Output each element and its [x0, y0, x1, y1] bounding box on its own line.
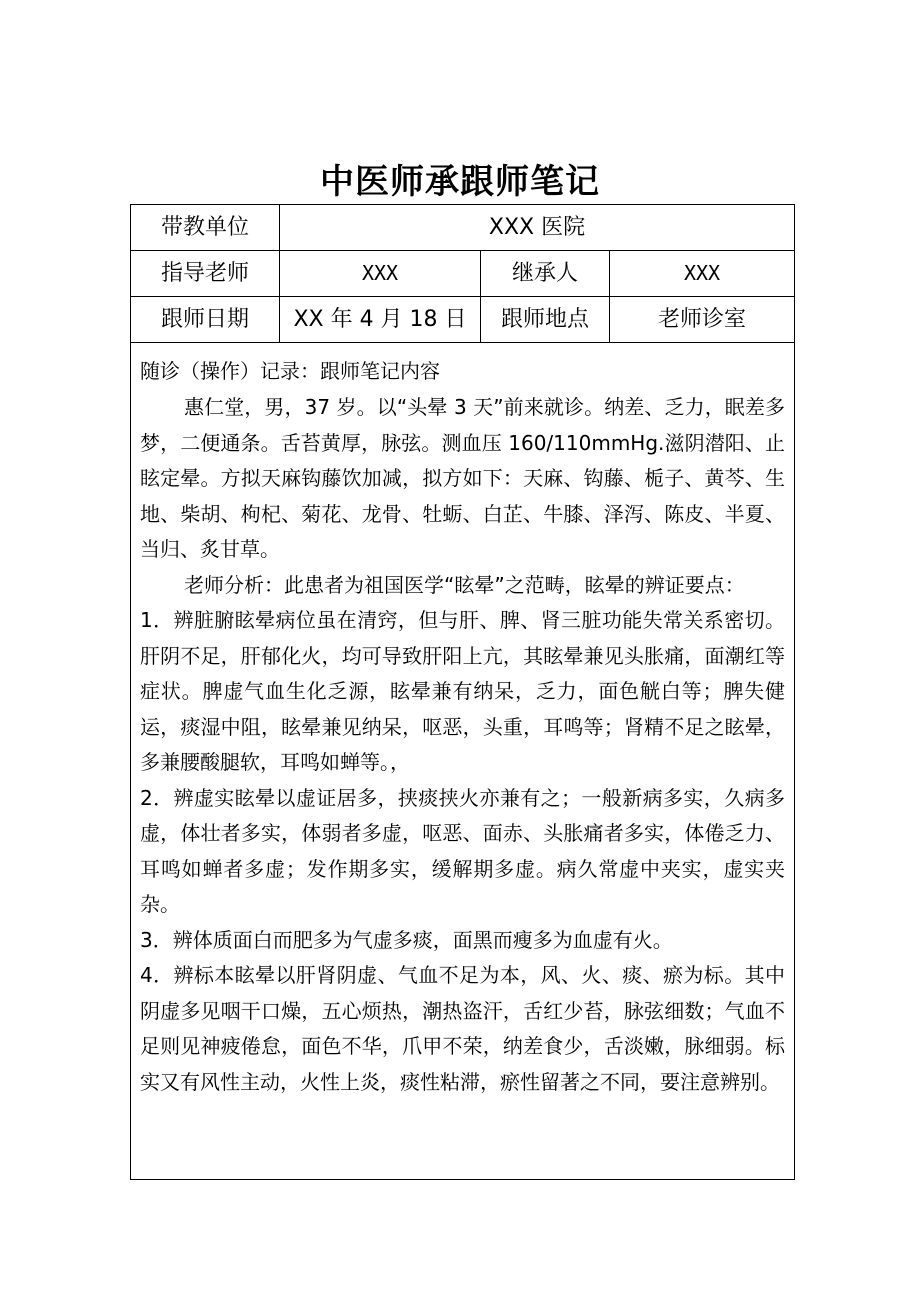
unit-value: XXX 医院	[280, 205, 795, 251]
analysis-intro: 老师分析：此患者为祖国医学“眩晕”之范畴，眩晕的辨证要点：	[184, 572, 745, 597]
record-content-cell	[131, 343, 795, 1180]
teacher-row	[131, 251, 795, 297]
record-row	[131, 343, 795, 1180]
teacher-value: XXX	[280, 251, 481, 297]
date-label: 跟师日期	[131, 297, 280, 343]
document-title: 中医师承跟师笔记	[320, 162, 600, 202]
unit-label: 带教单位	[131, 205, 280, 251]
location-value: 老师诊室	[610, 297, 795, 343]
teacher-label: 指导老师	[131, 251, 280, 297]
analysis-point-2: 2．辨虚实眩晕以虚证居多，挟痰挟火亦兼有之；一般新病多实，久病多虚，体壮者多实，体弱者多虚，呕恶、面赤、头胀痛者多实，体倦乏力、耳鸣如蝉者多虚；发作期多实，缓解期多虚。病久常虚中夹实，虚实夹杂。	[140, 785, 785, 916]
analysis-point-3: 3．辨体质面白而肥多为气虚多痰，面黑而瘦多为血虚有火。	[140, 927, 673, 952]
successor-value: XXX	[610, 251, 795, 297]
date-value: XX 年 4 月 18 日	[280, 297, 481, 343]
unit-row	[131, 205, 795, 251]
analysis-point-4: 4．辨标本眩晕以肝肾阴虚、气血不足为本，风、火、痰、瘀为标。其中阴虚多见咽干口燥，五心烦热，潮热盗汗，舌红少苔，脉弦细数；气血不足则见神疲倦怠，面色不华，爪甲不荣，纳差食少，舌淡嫩，脉细弱。标实又有风性主动，火性上炎，痰性粘滞，瘀性留著之不同，要注意辨别。	[140, 963, 785, 1094]
apprentice-notes-table	[130, 204, 795, 1180]
record-heading: 随诊（操作）记录：跟师笔记内容	[140, 359, 440, 383]
date-row	[131, 297, 795, 343]
successor-label: 继承人	[481, 251, 610, 297]
location-label: 跟师地点	[481, 297, 610, 343]
case-paragraph: 惠仁堂，男，37 岁。以“头晕 3 天”前来就诊。纳差、乏力，眠差多梦，二便通条。舌苔黄厚，脉弦。测血压 160/110mmHg.滋阴潜阳、止眩定晕。方拟天麻钩藤饮加减，拟方如下：天麻、钩藤、栀子、黄芩、生地、柴胡、枸杞、菊花、龙骨、牡蛎、白芷、牛膝、泽泻、陈皮、半夏、当归、炙甘草。	[140, 395, 785, 561]
analysis-point-1: 1．辨脏腑眩晕病位虽在清窍，但与肝、脾、肾三脏功能失常关系密切。肝阴不足，肝郁化火，均可导致肝阳上亢，其眩晕兼见头胀痛，面潮红等症状。脾虚气血生化乏源，眩晕兼有纳呆，乏力，面色觥白等；脾失健运，痰湿中阻，眩晕兼见纳呆，呕恶，头重，耳鸣等；肾精不足之眩晕，多兼腰酸腿软，耳鸣如蝉等。，	[140, 608, 785, 774]
